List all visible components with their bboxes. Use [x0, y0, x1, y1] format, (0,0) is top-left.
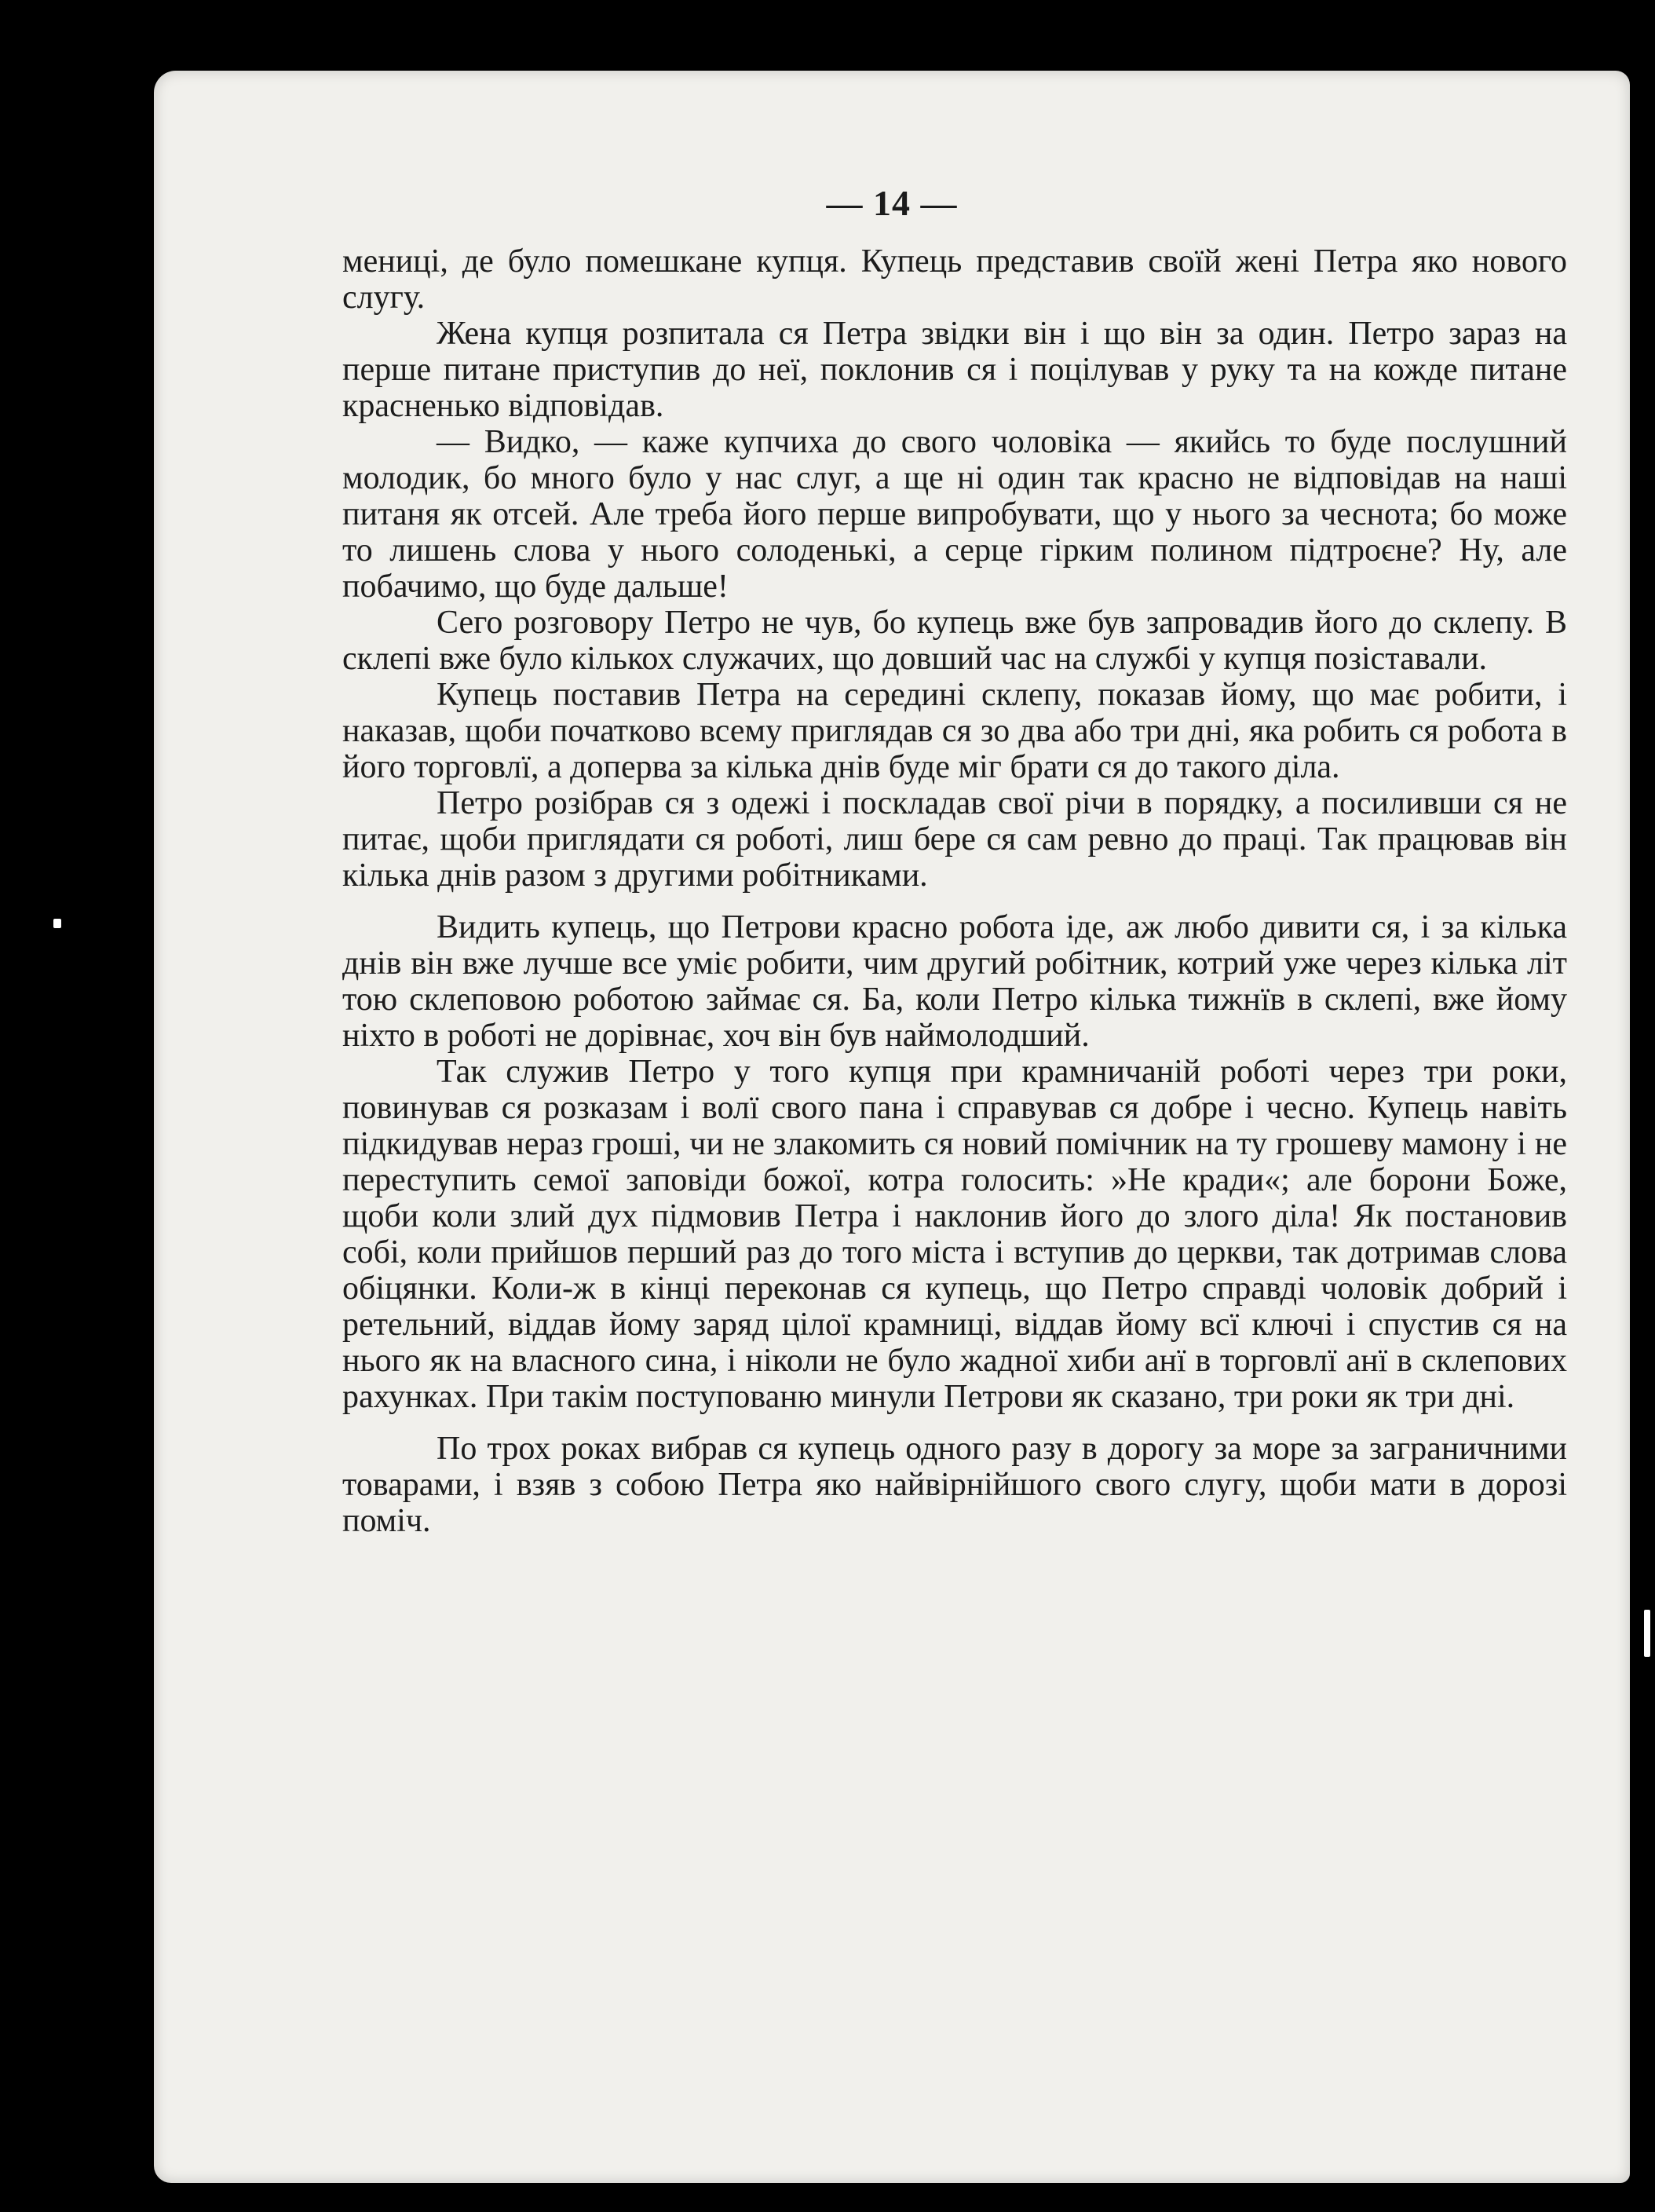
- book-page: [154, 71, 1630, 2183]
- paragraph: По трох роках вибрав ся купець одного разу в дорогу за море за заграничними товарами, і взяв з собою Петра яко найвірнійшого свого слугу, щоби мати в дорозі поміч.: [342, 1431, 1567, 1539]
- paragraph: Сего розговору Петро не чув, бо купець вже був запровадив його до склепу. В склепі вже було кількох служачих, що довший час на службі у купця позіставали.: [342, 605, 1567, 677]
- paragraph: мениці, де було помешкане купця. Купець представив своїй жені Петра яко нового слугу.: [342, 243, 1567, 316]
- paragraph: Видить купець, що Петрови красно робота іде, аж любо дивити ся, і за кілька днів він вже лучше все уміє робити, чим другий робітник, котрий уже через кілька літ тою склеповою роботою займає ся. Ба, коли Петро кілька тижнїв в склепі, вже йому ніхто в роботі не дорівнає, хоч він був наймолодший.: [342, 909, 1567, 1054]
- paragraph: Петро розібрав ся з одежі і поскладав свої річи в порядку, а посиливши ся не питає, щоби приглядати ся роботі, лиш бере ся сам ревно до праці. Так працював він кілька днів разом з другими робітниками.: [342, 785, 1567, 894]
- paragraph: Купець поставив Петра на середині склепу, показав йому, що має робити, і наказав, щоби початково всему приглядав ся зо два або три дні, яка робить ся робота в його торговлї, а доперва за кілька днів буде міг брати ся до такого діла.: [342, 677, 1567, 785]
- scan-artifact: [1644, 1610, 1650, 1657]
- paragraph: Так служив Петро у того купця при крамничаній роботі через три роки, повинував ся розказам і волї свого пана і справував ся добре і чесно. Купець навіть підкидував нераз гроші, чи не злакомить ся новий помічник на ту грошеву мамону і не переступить семої заповіди божої, котра голосить: »Не кради«; але борони Боже, щоби коли злий дух підмовив Петра і наклонив його до злого діла! Як постановив собі, коли прийшов перший раз до того міста і вступив до церкви, так дотримав слова обіцянки. Коли-ж в кінці переконав ся купець, що Петро справді чоловік добрий і ретельний, віддав йому заряд цілої крамниці, віддав йому всї ключі і спустив ся на нього як на власного сина, і ніколи не було жадної хиби анї в торговлї анї в склепових рахунках. При такім поступованю минули Петрови як сказано, три роки як три дні.: [342, 1054, 1567, 1415]
- paragraph: Жена купця розпитала ся Петра звідки він і що він за один. Петро зараз на перше питане приступив до неї, поклонив ся і поцілував у руку та на кожде питане красненько відповідав.: [342, 316, 1567, 424]
- scan-artifact: [53, 919, 61, 928]
- page-text: [342, 243, 1567, 1539]
- paragraph: — Видко, — каже купчиха до свого чоловіка — якийсь то буде послушний молодик, бо много було у нас слуг, а ще ні один так красно не відповідав на наші питаня як отсей. Але треба його перше випробувати, що у нього за чеснота; бо може то лишень слова у нього солоденькі, а серце гірким полином підтроєне? Ну, але побачимо, що буде дальше!: [342, 424, 1567, 605]
- page-number: — 14 —: [826, 183, 958, 223]
